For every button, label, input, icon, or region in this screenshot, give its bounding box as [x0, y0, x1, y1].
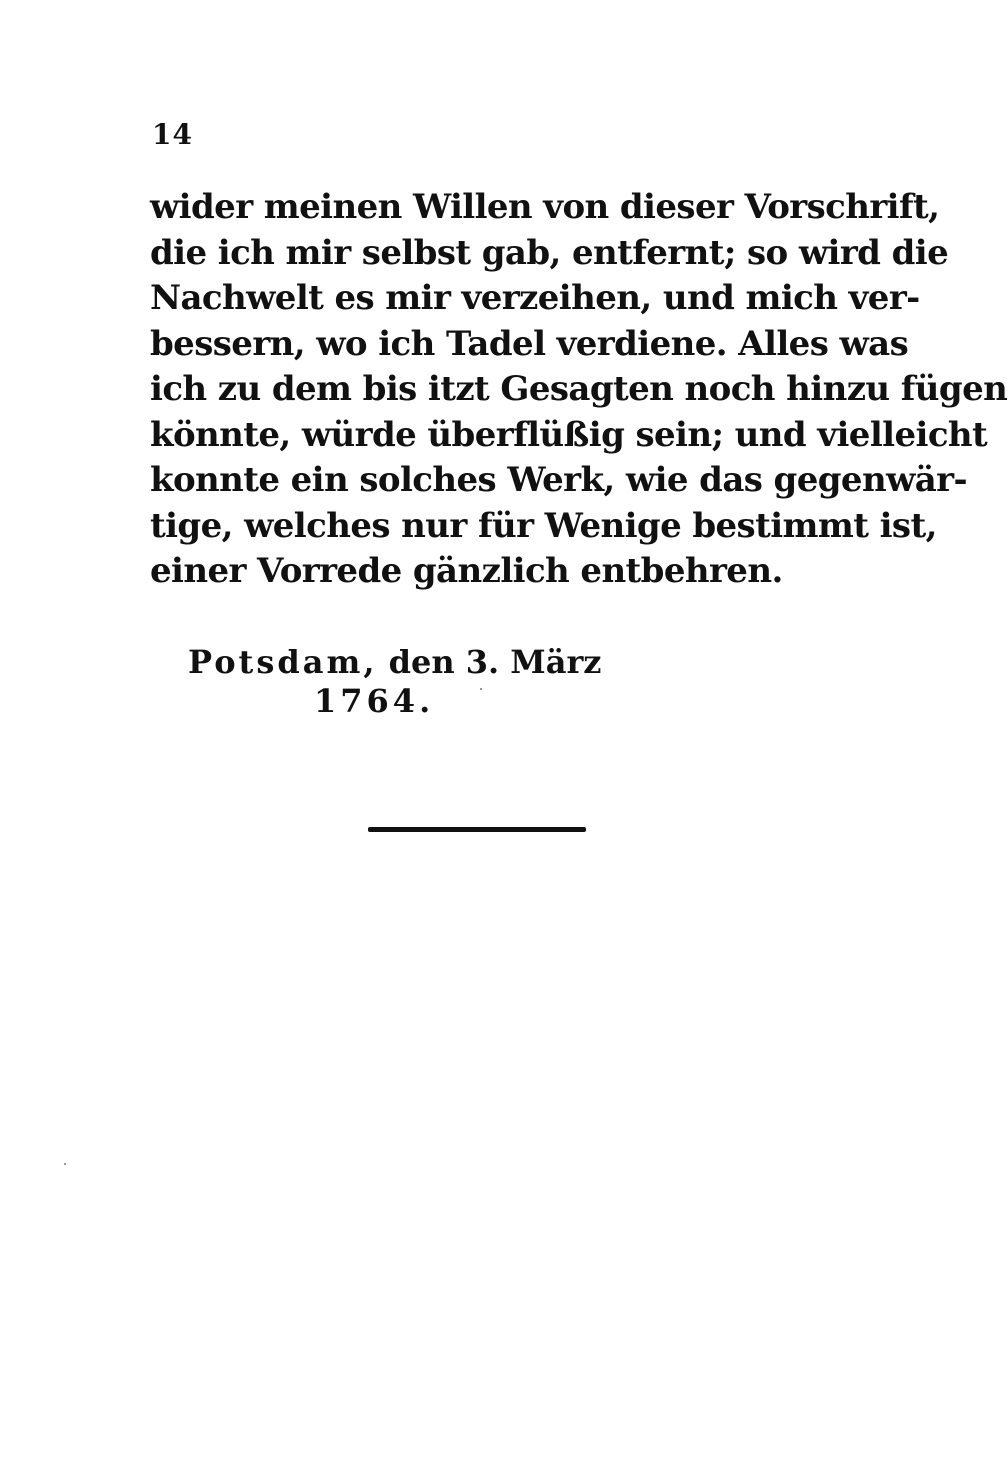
signature-date: den 3. März [388, 643, 602, 681]
page-number: 14 [152, 118, 193, 151]
paper-speck [480, 688, 482, 690]
text-line: einer Vorrede gänzlich entbehren. [150, 551, 783, 591]
text-line: ich zu dem bis itzt Gesagten noch hinzu fügen [150, 369, 1007, 409]
paper-speck [64, 1163, 66, 1165]
text-line: wider meinen Willen von dieser Vorschrift, [150, 187, 940, 227]
text-line: könnte, würde überflüßig sein; und vielleicht [150, 414, 988, 455]
text-line: konnte ein solches Werk, wie das gegenwär- [150, 460, 967, 500]
text-line: tige, welches nur für Wenige bestimmt ist, [150, 505, 937, 546]
text-line: bessern, wo ich Tadel verdiene. Alles was [150, 323, 909, 364]
body-paragraph [150, 185, 1007, 595]
closing-rule [368, 827, 586, 832]
signature-place: Potsdam, [188, 643, 378, 681]
signature-place-date [188, 638, 601, 686]
text-line: Nachwelt es mir verzeihen, und mich ver- [150, 278, 920, 318]
signature-year: 1764. [314, 682, 435, 720]
text-line: die ich mir selbst gab, entfernt; so wird die [150, 232, 949, 273]
